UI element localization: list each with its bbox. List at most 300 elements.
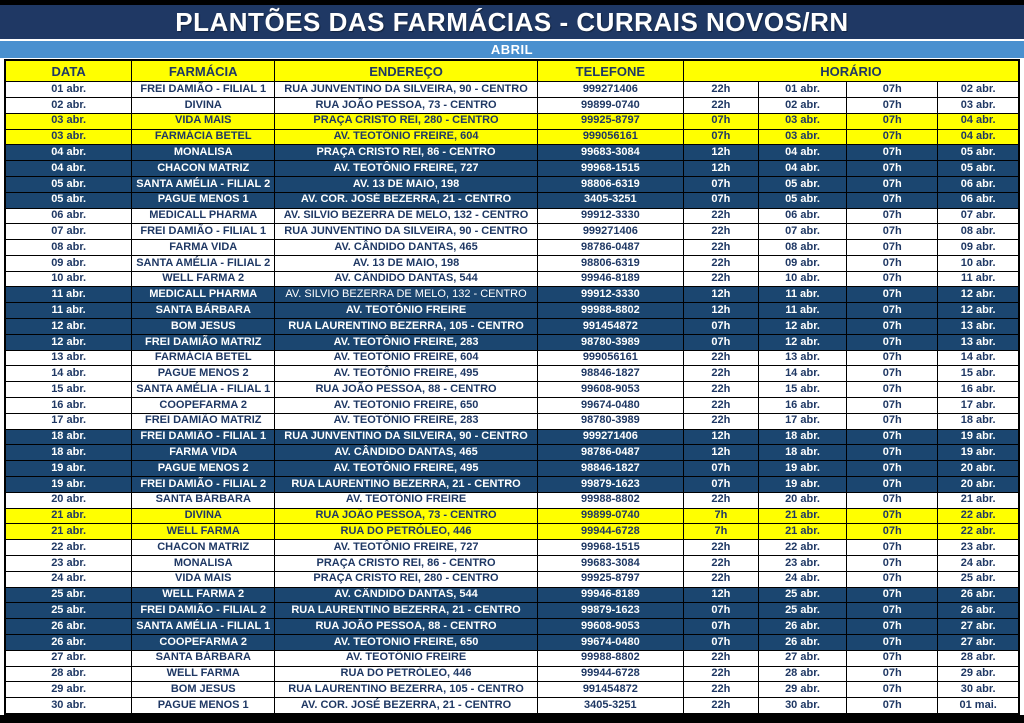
cell-telefone: 99608-9053 <box>537 382 683 398</box>
cell-d2: 06 abr. <box>938 192 1019 208</box>
cell-endereco: RUA LAURENTINO BEZERRA, 21 - CENTRO <box>275 477 538 493</box>
cell-d2: 27 abr. <box>938 619 1019 635</box>
bottom-black-strip <box>0 715 1024 723</box>
table-row <box>5 82 1019 98</box>
table-row <box>5 255 1019 271</box>
cell-d2: 19 abr. <box>938 445 1019 461</box>
cell-endereco: AV. SILVIO BEZERRA DE MELO, 132 - CENTRO <box>275 287 538 303</box>
table-row <box>5 556 1019 572</box>
cell-data: 12 abr. <box>5 334 132 350</box>
cell-h1: 22h <box>683 366 758 382</box>
cell-farmacia: PAGUE MENOS 2 <box>132 366 275 382</box>
cell-d1: 23 abr. <box>758 556 846 572</box>
cell-telefone: 99988-8802 <box>537 492 683 508</box>
cell-data: 26 abr. <box>5 635 132 651</box>
cell-d2: 04 abr. <box>938 113 1019 129</box>
cell-h2: 07h <box>847 445 938 461</box>
cell-d1: 26 abr. <box>758 619 846 635</box>
cell-h1: 22h <box>683 556 758 572</box>
cell-endereco: RUA LAURENTINO BEZERRA, 105 - CENTRO <box>275 319 538 335</box>
table-row <box>5 113 1019 129</box>
table-row <box>5 287 1019 303</box>
cell-d2: 20 abr. <box>938 477 1019 493</box>
table-row <box>5 635 1019 651</box>
cell-endereco: AV. CÂNDIDO DANTAS, 544 <box>275 587 538 603</box>
cell-d1: 07 abr. <box>758 224 846 240</box>
cell-farmacia: COOPEFARMA 2 <box>132 398 275 414</box>
cell-telefone: 99944-6728 <box>537 524 683 540</box>
cell-d2: 07 abr. <box>938 208 1019 224</box>
cell-data: 11 abr. <box>5 287 132 303</box>
cell-telefone: 98846-1827 <box>537 461 683 477</box>
cell-data: 23 abr. <box>5 556 132 572</box>
cell-h1: 12h <box>683 161 758 177</box>
cell-d2: 18 abr. <box>938 413 1019 429</box>
cell-h2: 07h <box>847 240 938 256</box>
cell-d2: 10 abr. <box>938 255 1019 271</box>
cell-h2: 07h <box>847 224 938 240</box>
cell-data: 28 abr. <box>5 666 132 682</box>
cell-h2: 07h <box>847 492 938 508</box>
table-row <box>5 540 1019 556</box>
cell-h2: 07h <box>847 145 938 161</box>
cell-telefone: 99608-9053 <box>537 619 683 635</box>
cell-endereco: AV. TEOTÔNIO FREIRE, 495 <box>275 461 538 477</box>
cell-farmacia: MEDICALL PHARMA <box>132 287 275 303</box>
cell-farmacia: FARMA VIDA <box>132 445 275 461</box>
cell-telefone: 999271406 <box>537 82 683 98</box>
cell-d1: 18 abr. <box>758 429 846 445</box>
cell-h2: 07h <box>847 571 938 587</box>
cell-telefone: 99912-3330 <box>537 287 683 303</box>
cell-data: 18 abr. <box>5 429 132 445</box>
table-row <box>5 666 1019 682</box>
cell-h1: 7h <box>683 508 758 524</box>
cell-farmacia: FREI DAMIÃO - FILIAL 2 <box>132 603 275 619</box>
cell-d2: 12 abr. <box>938 303 1019 319</box>
cell-endereco: AV. TEOTÔNIO FREIRE, 604 <box>275 129 538 145</box>
cell-d1: 25 abr. <box>758 587 846 603</box>
cell-h1: 22h <box>683 492 758 508</box>
cell-h2: 07h <box>847 666 938 682</box>
cell-h1: 22h <box>683 240 758 256</box>
cell-d1: 09 abr. <box>758 255 846 271</box>
cell-farmacia: PAGUE MENOS 2 <box>132 461 275 477</box>
table-row <box>5 524 1019 540</box>
cell-endereco: RUA DO PETRÓLEO, 446 <box>275 524 538 540</box>
cell-h2: 07h <box>847 587 938 603</box>
cell-h2: 07h <box>847 113 938 129</box>
cell-h2: 07h <box>847 192 938 208</box>
cell-h1: 22h <box>683 208 758 224</box>
cell-h1: 22h <box>683 650 758 666</box>
cell-h2: 07h <box>847 161 938 177</box>
cell-d1: 13 abr. <box>758 350 846 366</box>
table-row <box>5 682 1019 698</box>
cell-h2: 07h <box>847 319 938 335</box>
cell-farmacia: FREI DAMIÃO - FILIAL 2 <box>132 477 275 493</box>
cell-h1: 22h <box>683 82 758 98</box>
cell-h1: 07h <box>683 603 758 619</box>
cell-data: 21 abr. <box>5 524 132 540</box>
cell-endereco: PRAÇA CRISTO REI, 86 - CENTRO <box>275 556 538 572</box>
cell-data: 08 abr. <box>5 240 132 256</box>
cell-h1: 22h <box>683 413 758 429</box>
cell-d2: 20 abr. <box>938 461 1019 477</box>
col-header-farmacia: FARMÁCIA <box>132 60 275 82</box>
cell-h1: 22h <box>683 271 758 287</box>
table-row <box>5 508 1019 524</box>
cell-telefone: 98846-1827 <box>537 366 683 382</box>
cell-h2: 07h <box>847 461 938 477</box>
cell-d1: 01 abr. <box>758 82 846 98</box>
table-row <box>5 619 1019 635</box>
cell-d1: 18 abr. <box>758 445 846 461</box>
cell-data: 17 abr. <box>5 413 132 429</box>
cell-h1: 22h <box>683 224 758 240</box>
cell-d2: 22 abr. <box>938 508 1019 524</box>
cell-h1: 22h <box>683 666 758 682</box>
cell-data: 19 abr. <box>5 477 132 493</box>
cell-telefone: 98806-6319 <box>537 255 683 271</box>
table-row <box>5 97 1019 113</box>
cell-h1: 22h <box>683 698 758 714</box>
cell-endereco: AV. TEOTÔNIO FREIRE, 727 <box>275 161 538 177</box>
table-row <box>5 145 1019 161</box>
cell-d1: 04 abr. <box>758 145 846 161</box>
cell-farmacia: MEDICALL PHARMA <box>132 208 275 224</box>
cell-h1: 12h <box>683 287 758 303</box>
cell-telefone: 99925-8797 <box>537 571 683 587</box>
cell-h1: 07h <box>683 129 758 145</box>
cell-telefone: 99879-1623 <box>537 477 683 493</box>
cell-d1: 25 abr. <box>758 603 846 619</box>
cell-telefone: 99988-8802 <box>537 303 683 319</box>
cell-farmacia: BOM JESUS <box>132 319 275 335</box>
cell-h1: 07h <box>683 319 758 335</box>
cell-d1: 27 abr. <box>758 650 846 666</box>
cell-d1: 10 abr. <box>758 271 846 287</box>
cell-endereco: AV. CÂNDIDO DANTAS, 465 <box>275 240 538 256</box>
cell-data: 05 abr. <box>5 176 132 192</box>
cell-h2: 07h <box>847 287 938 303</box>
cell-h1: 07h <box>683 635 758 651</box>
cell-farmacia: SANTA AMÉLIA - FILIAL 1 <box>132 382 275 398</box>
cell-h2: 07h <box>847 524 938 540</box>
cell-telefone: 98786-0487 <box>537 240 683 256</box>
cell-telefone: 991454872 <box>537 319 683 335</box>
cell-farmacia: MONALISA <box>132 145 275 161</box>
cell-data: 09 abr. <box>5 255 132 271</box>
cell-d1: 21 abr. <box>758 524 846 540</box>
cell-endereco: RUA JOÃO PESSOA, 73 - CENTRO <box>275 97 538 113</box>
cell-d1: 03 abr. <box>758 113 846 129</box>
cell-data: 18 abr. <box>5 445 132 461</box>
cell-h1: 22h <box>683 398 758 414</box>
cell-endereco: AV. TEOTÔNIO FREIRE, 283 <box>275 413 538 429</box>
cell-d1: 05 abr. <box>758 192 846 208</box>
table-row <box>5 192 1019 208</box>
page-title: PLANTÕES DAS FARMÁCIAS - CURRAIS NOVOS/RN <box>0 5 1024 39</box>
cell-h2: 07h <box>847 603 938 619</box>
cell-endereco: AV. 13 DE MAIO, 198 <box>275 255 538 271</box>
cell-h1: 07h <box>683 461 758 477</box>
col-header-endereco: ENDEREÇO <box>275 60 538 82</box>
table-row <box>5 650 1019 666</box>
cell-farmacia: FREI DAMIÃO - FILIAL 1 <box>132 224 275 240</box>
cell-telefone: 99879-1623 <box>537 603 683 619</box>
cell-endereco: RUA JUNVENTINO DA SILVEIRA, 90 - CENTRO <box>275 82 538 98</box>
cell-h1: 22h <box>683 350 758 366</box>
cell-telefone: 999056161 <box>537 350 683 366</box>
cell-h1: 22h <box>683 682 758 698</box>
cell-telefone: 3405-3251 <box>537 192 683 208</box>
cell-endereco: RUA LAURENTINO BEZERRA, 105 - CENTRO <box>275 682 538 698</box>
cell-telefone: 99946-8189 <box>537 587 683 603</box>
cell-endereco: RUA LAURENTINO BEZERRA, 21 - CENTRO <box>275 603 538 619</box>
table-row <box>5 303 1019 319</box>
cell-farmacia: PAGUE MENOS 1 <box>132 698 275 714</box>
cell-d2: 05 abr. <box>938 145 1019 161</box>
cell-farmacia: MONALISA <box>132 556 275 572</box>
cell-d2: 14 abr. <box>938 350 1019 366</box>
cell-d1: 20 abr. <box>758 492 846 508</box>
cell-d2: 13 abr. <box>938 319 1019 335</box>
cell-h2: 07h <box>847 97 938 113</box>
cell-telefone: 98780-3989 <box>537 413 683 429</box>
cell-d1: 26 abr. <box>758 635 846 651</box>
cell-endereco: AV. TEOTONIO FREIRE, 650 <box>275 398 538 414</box>
cell-farmacia: VIDA MAIS <box>132 113 275 129</box>
cell-farmacia: CHACON MATRIZ <box>132 161 275 177</box>
cell-endereco: AV. CÂNDIDO DANTAS, 544 <box>275 271 538 287</box>
cell-data: 30 abr. <box>5 698 132 714</box>
cell-h1: 22h <box>683 571 758 587</box>
cell-d1: 19 abr. <box>758 477 846 493</box>
cell-data: 27 abr. <box>5 650 132 666</box>
cell-farmacia: FARMÁCIA BETEL <box>132 129 275 145</box>
table-row <box>5 240 1019 256</box>
cell-h2: 07h <box>847 477 938 493</box>
cell-farmacia: COOPEFARMA 2 <box>132 635 275 651</box>
cell-d2: 03 abr. <box>938 97 1019 113</box>
cell-telefone: 99988-8802 <box>537 650 683 666</box>
cell-d2: 04 abr. <box>938 129 1019 145</box>
cell-d2: 11 abr. <box>938 271 1019 287</box>
cell-telefone: 999056161 <box>537 129 683 145</box>
cell-farmacia: WELL FARMA <box>132 524 275 540</box>
cell-farmacia: SANTA AMÉLIA - FILIAL 2 <box>132 255 275 271</box>
cell-endereco: PRAÇA CRISTO REI, 280 - CENTRO <box>275 113 538 129</box>
cell-farmacia: FREI DAMIÃO MATRIZ <box>132 413 275 429</box>
cell-farmacia: FREI DAMIÃO MATRIZ <box>132 334 275 350</box>
col-header-telefone: TELEFONE <box>537 60 683 82</box>
cell-telefone: 99899-0740 <box>537 97 683 113</box>
cell-h2: 07h <box>847 429 938 445</box>
cell-data: 07 abr. <box>5 224 132 240</box>
cell-endereco: RUA DO PETRÓLEO, 446 <box>275 666 538 682</box>
table-header-row <box>5 60 1019 82</box>
cell-h1: 7h <box>683 524 758 540</box>
cell-telefone: 99946-8189 <box>537 271 683 287</box>
cell-h1: 22h <box>683 382 758 398</box>
table-row <box>5 492 1019 508</box>
cell-d2: 08 abr. <box>938 224 1019 240</box>
cell-farmacia: SANTA BÁRBARA <box>132 650 275 666</box>
table-row <box>5 698 1019 714</box>
cell-data: 03 abr. <box>5 129 132 145</box>
cell-d1: 24 abr. <box>758 571 846 587</box>
cell-h2: 07h <box>847 540 938 556</box>
cell-data: 11 abr. <box>5 303 132 319</box>
cell-h1: 12h <box>683 145 758 161</box>
cell-d1: 29 abr. <box>758 682 846 698</box>
cell-endereco: RUA JUNVENTINO DA SILVEIRA, 90 - CENTRO <box>275 429 538 445</box>
cell-d2: 22 abr. <box>938 524 1019 540</box>
cell-farmacia: FARMA VIDA <box>132 240 275 256</box>
cell-telefone: 999271406 <box>537 224 683 240</box>
cell-farmacia: SANTA AMÉLIA - FILIAL 1 <box>132 619 275 635</box>
table-row <box>5 429 1019 445</box>
cell-endereco: AV. SILVIO BEZERRA DE MELO, 132 - CENTRO <box>275 208 538 224</box>
cell-farmacia: SANTA AMÉLIA - FILIAL 2 <box>132 176 275 192</box>
cell-data: 20 abr. <box>5 492 132 508</box>
cell-farmacia: FREI DAMIÃO - FILIAL 1 <box>132 429 275 445</box>
cell-endereco: AV. TEOTÔNIO FREIRE, 604 <box>275 350 538 366</box>
cell-h2: 07h <box>847 303 938 319</box>
cell-d1: 12 abr. <box>758 334 846 350</box>
cell-h2: 07h <box>847 650 938 666</box>
cell-d1: 11 abr. <box>758 303 846 319</box>
cell-h1: 12h <box>683 445 758 461</box>
cell-h2: 07h <box>847 176 938 192</box>
cell-telefone: 3405-3251 <box>537 698 683 714</box>
cell-h2: 07h <box>847 366 938 382</box>
table-row <box>5 161 1019 177</box>
cell-farmacia: SANTA BÁRBARA <box>132 492 275 508</box>
cell-h1: 07h <box>683 334 758 350</box>
cell-d1: 15 abr. <box>758 382 846 398</box>
cell-d2: 25 abr. <box>938 571 1019 587</box>
cell-data: 13 abr. <box>5 350 132 366</box>
cell-endereco: AV. TEOTÔNIO FREIRE, 727 <box>275 540 538 556</box>
table-row <box>5 334 1019 350</box>
cell-endereco: AV. TEOTÔNIO FREIRE <box>275 303 538 319</box>
cell-farmacia: DIVINA <box>132 508 275 524</box>
cell-h2: 07h <box>847 382 938 398</box>
cell-h2: 07h <box>847 413 938 429</box>
cell-h2: 07h <box>847 635 938 651</box>
schedule-body <box>5 82 1019 714</box>
cell-data: 06 abr. <box>5 208 132 224</box>
table-row <box>5 129 1019 145</box>
cell-endereco: RUA JOÃO PESSOA, 73 - CENTRO <box>275 508 538 524</box>
cell-d2: 29 abr. <box>938 666 1019 682</box>
cell-d2: 24 abr. <box>938 556 1019 572</box>
cell-h2: 07h <box>847 255 938 271</box>
cell-d2: 12 abr. <box>938 287 1019 303</box>
table-row <box>5 571 1019 587</box>
cell-farmacia: FARMÁCIA BETEL <box>132 350 275 366</box>
table-row <box>5 208 1019 224</box>
cell-d2: 21 abr. <box>938 492 1019 508</box>
cell-d1: 03 abr. <box>758 129 846 145</box>
cell-farmacia: DIVINA <box>132 97 275 113</box>
cell-d2: 30 abr. <box>938 682 1019 698</box>
cell-d1: 04 abr. <box>758 161 846 177</box>
cell-telefone: 99912-3330 <box>537 208 683 224</box>
cell-h2: 07h <box>847 334 938 350</box>
cell-d2: 06 abr. <box>938 176 1019 192</box>
cell-farmacia: BOM JESUS <box>132 682 275 698</box>
cell-data: 24 abr. <box>5 571 132 587</box>
month-banner: ABRIL <box>0 41 1024 58</box>
cell-d2: 16 abr. <box>938 382 1019 398</box>
cell-d2: 28 abr. <box>938 650 1019 666</box>
cell-farmacia: FREI DAMIÃO - FILIAL 1 <box>132 82 275 98</box>
cell-h1: 22h <box>683 97 758 113</box>
cell-h2: 07h <box>847 619 938 635</box>
table-row <box>5 398 1019 414</box>
cell-d1: 12 abr. <box>758 319 846 335</box>
cell-h1: 12h <box>683 429 758 445</box>
cell-data: 15 abr. <box>5 382 132 398</box>
cell-d1: 02 abr. <box>758 97 846 113</box>
cell-farmacia: WELL FARMA <box>132 666 275 682</box>
cell-endereco: AV. TEOTÔNIO FREIRE <box>275 650 538 666</box>
cell-d2: 26 abr. <box>938 587 1019 603</box>
cell-d1: 16 abr. <box>758 398 846 414</box>
cell-d1: 08 abr. <box>758 240 846 256</box>
cell-data: 16 abr. <box>5 398 132 414</box>
table-row <box>5 382 1019 398</box>
cell-d2: 02 abr. <box>938 82 1019 98</box>
cell-farmacia: CHACON MATRIZ <box>132 540 275 556</box>
cell-d1: 14 abr. <box>758 366 846 382</box>
table-row <box>5 350 1019 366</box>
cell-d1: 22 abr. <box>758 540 846 556</box>
cell-farmacia: SANTA BÁRBARA <box>132 303 275 319</box>
cell-farmacia: PAGUE MENOS 1 <box>132 192 275 208</box>
table-row <box>5 319 1019 335</box>
cell-data: 04 abr. <box>5 161 132 177</box>
cell-farmacia: VIDA MAIS <box>132 571 275 587</box>
table-row <box>5 477 1019 493</box>
cell-d2: 05 abr. <box>938 161 1019 177</box>
cell-h2: 07h <box>847 271 938 287</box>
cell-telefone: 99674-0480 <box>537 398 683 414</box>
cell-h2: 07h <box>847 698 938 714</box>
cell-endereco: AV. 13 DE MAIO, 198 <box>275 176 538 192</box>
cell-telefone: 98786-0487 <box>537 445 683 461</box>
table-row <box>5 445 1019 461</box>
cell-data: 14 abr. <box>5 366 132 382</box>
cell-h1: 07h <box>683 113 758 129</box>
cell-endereco: AV. COR. JOSÉ BEZERRA, 21 - CENTRO <box>275 698 538 714</box>
cell-d2: 19 abr. <box>938 429 1019 445</box>
cell-d1: 11 abr. <box>758 287 846 303</box>
cell-h2: 07h <box>847 556 938 572</box>
cell-data: 21 abr. <box>5 508 132 524</box>
cell-telefone: 991454872 <box>537 682 683 698</box>
cell-h2: 07h <box>847 682 938 698</box>
cell-h2: 07h <box>847 208 938 224</box>
table-row <box>5 176 1019 192</box>
cell-endereco: AV. TEOTÔNIO FREIRE <box>275 492 538 508</box>
cell-data: 25 abr. <box>5 603 132 619</box>
cell-farmacia: WELL FARMA 2 <box>132 271 275 287</box>
cell-d1: 21 abr. <box>758 508 846 524</box>
